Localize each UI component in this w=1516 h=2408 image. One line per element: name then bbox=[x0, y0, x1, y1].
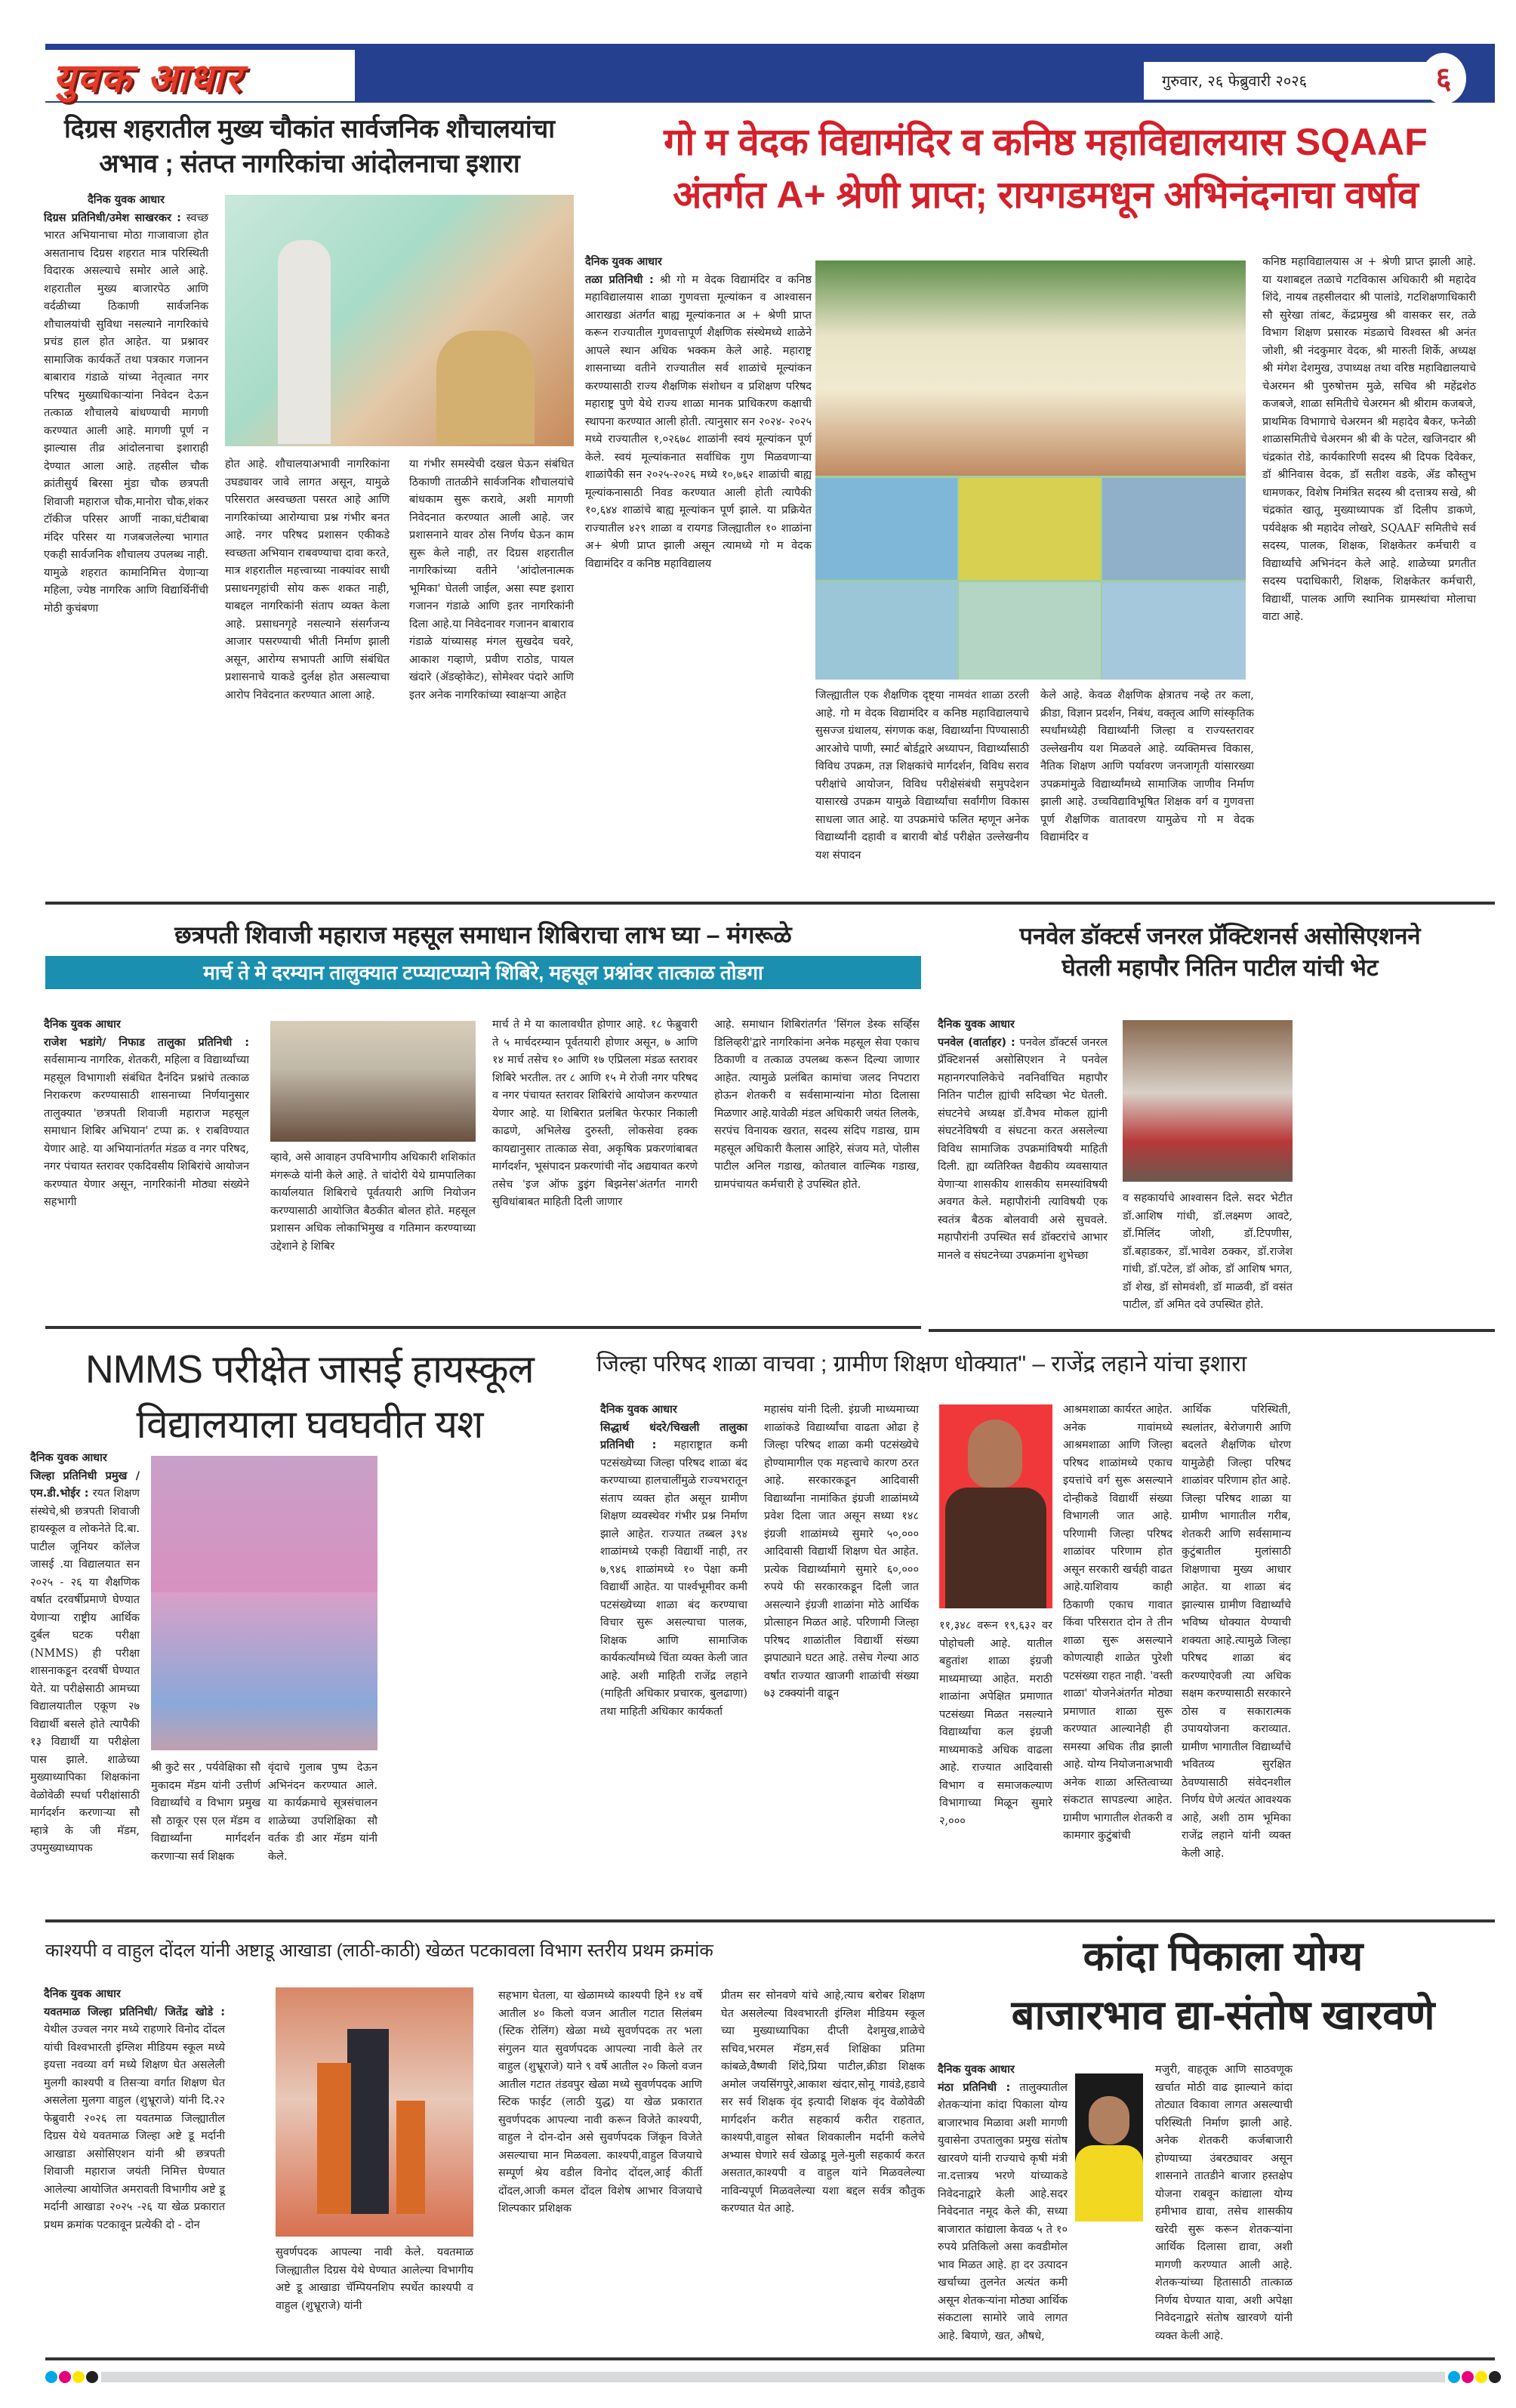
headline-vedak-2: अंतर्गत A+ श्रेणी प्राप्त; रायगडमधून अभिनंदनाचा वर्षाव bbox=[673, 174, 1419, 216]
article-text: श्री कुटे सर , पर्यवेक्षिका सौ मुकादम मॅडम यांनी उत्तीर्ण विद्यार्थ्यांचे व विभाग प्रमुख सौ ठाकूर एस एल मॅडम व विद्यार्थ्यांना मार्गदर्शन करणाऱ्या सर्व शिक्षक bbox=[151, 1762, 260, 1863]
paper-name: दैनिक युवक आधार bbox=[30, 1452, 107, 1464]
hall-image bbox=[815, 582, 957, 680]
child-figure bbox=[317, 2063, 351, 2214]
bottom-rule bbox=[45, 2357, 1495, 2360]
classroom-image bbox=[815, 478, 957, 580]
article-text: व्हावे, असे आवाहन उपविभागीय अधिकारी शशिकांत मंगरूळे यांनी केले आहे. ते चांदोरी येथे ग्रामपालिका कार्यालयात शिबिराचे पूर्वतयारी आणि नियोजन करण्यासाठी आयोजित बैठकीत बोलत होते. महसूल प्रशासन अधिक लोकाभिमुख व गतिमान करण्याच्या उद्देशाने हे शिबिर bbox=[270, 1152, 476, 1253]
article-text: केले आहे. केवळ शैक्षणिक क्षेत्रातच नव्हे तर कला, क्रीडा, विज्ञान प्रदर्शन, निबंध, वक्तृत्व आणि सांस्कृतिक स्पर्धांमध्येही विद्यार्थ्यांनी जिल्हा व राज्यस्तरावर उल्लेखनीय यश मिळवले आहे. व्यक्तिमत्त्व विकास, नैतिक शिक्षण आणि पर्यावरण जनजागृती यांसारख्या उपक्रमांमुळे विद्यार्थ्यांमध्ये सामाजिक जाणीव निर्माण झाली आहे. उच्चविद्याविभूषित शिक्षक वर्ग व गुणवत्ता पूर्ण शैक्षणिक वातावरण यामुळेच गो म वेदक विद्यामंदिर व bbox=[1040, 689, 1254, 843]
byline: मंठा प्रतिनिधी : bbox=[938, 2081, 1011, 2094]
article-text: आश्रमशाळा कार्यरत आहेत. अनेक गावांमध्ये आश्रमशाळा आणि जिल्हा परिषद शाळांमध्ये एकाच इयत्तांचे वर्ग सुरू असल्याने दोन्हीकडे विद्यार्थी संख्या विभागली जात आहे. परिणामी जिल्हा परिषद शाळांवर परिणाम होत असून सरकारी खर्चही वाढत आहे.याशिवाय काही ठिकाणी एकाच गावात किंवा परिसरात दोन ते तीन शाळा सुरू असल्याने कोणत्याही शाळेत पुरेशी पटसंख्या राहत नाही. 'वस्ती शाळा' योजनेअंतर्गत मोठ्या प्रमाणात शाळा सुरू करण्यात आल्यानेही ही समस्या अधिक तीव्र झाली आहे. योग्य नियोजनाअभावी अनेक शाळा अस्तित्वाच्या संकटात सापडल्या आहेत. ग्रामीण भागातील शेतकरी व कामगार कुटुंबांची bbox=[1063, 1404, 1172, 1842]
byline: सिद्धार्थ धंदरे/चिखली तालुका प्रतिनिधी : bbox=[600, 1421, 747, 1451]
photo-rajendra-lahane bbox=[939, 1404, 1052, 1608]
article-text: या गंभीर समस्येची दखल घेऊन संबंधित ठिकाणी तातळीने सार्वजनिक शौचालयांचे बांधकाम सुरू करावे, अशी मागणी निवेदनात करण्यात आली आहे. जर प्रशासनाने यावर ठोस निर्णय घेऊन काम सुरू केले नाही, तर दिग्रस शहरातील नागरिकांच्या वतीने 'आंदोलनात्मक भूमिका' घेतली जाईल, असा स्पष्ट इशारा गजानन गंडाळे आणि इतर नागरिकांनी दिला आहे.या निवेदनावर गजानन बाबाराव गंडाळे यांच्यासह मंगल सुखदेव चवरे, आकाश गव्हाणे, प्रवीण राठोड, पायल खंदारे (ॲडव्होकेट), सोमेश्वर पंदारे आणि इतर अनेक नागरिकांच्या स्वाक्षऱ्या आहेत bbox=[409, 458, 574, 701]
headline-nmms-1: NMMS परीक्षेत जासई हायस्कूल bbox=[85, 1348, 534, 1392]
article-text: जिल्ह्यातील एक शैक्षणिक दृष्ट्या नामवंत शाळा ठरली आहे. गो म वेदक विद्यामंदिर व कनिष्ठ महाविद्यालयाचे सुसज्ज ग्रंथालय, संगणक कक्ष, विद्यार्थ्यांना पिण्यासाठी आरओचे पाणी, स्मार्ट बोर्डद्वारे अध्यापन, विद्यार्थ्यांसाठी विविध उपक्रम, तज्ञ शिक्षकांचे मार्गदर्शन, विविध सराव परीक्षांचे आयोजन, विविध परीक्षेसंबंधी समुपदेशन यासारखे उपक्रम यामुळे विद्यार्थ्यांचा सर्वांगीण विकास साधला जात आहे. या उपक्रमांचे फलित म्हणून अनेक विद्यार्थ्यांनी दहावी व बारावी बोर्ड परीक्षेत उल्लेखनीय यश संपादन bbox=[815, 689, 1029, 862]
hall-image bbox=[959, 582, 1101, 680]
byline: जिल्हा प्रतिनिधी प्रमुख / एम.डी.भोईर : bbox=[30, 1469, 140, 1500]
article-text: वृंदाचे गुलाब पुष्प देऊन अभिनंदन करण्यात आले. या कार्यक्रमाचे सूत्रसंचालन शाळेच्या उपशिक्षिका सौ वर्तक डी आर मॅडम यांनी केले. bbox=[268, 1762, 377, 1863]
article-text: येथील उज्वल नगर मध्ये राहणारे विनोद दोंदल यांची विश्वभारती इंग्लिश मीडियम स्कूल मध्ये इयत्ता नवव्या वर्ग मध्ये शिक्षण घेत असलेली मुलगी काश्यपी व तिसऱ्या वर्गात शिक्षण घेत असलेला मुलगा वाहुल (शुभ्रूराजे) यांनी दि.२२ फेब्रुवारी २०२६ ला यवतमाळ जिल्ह्यातील दिग्रस येथे यवतमाळ जिल्हा अष्टे डू मर्दानी आखाडा असोसिएशन यांनी श्री छत्रपती शिवाजी महाराज जयंती निमित्त घेण्यात आलेल्या आयोजित अमरावती विभागीय अष्टे डू मर्दानी आखाडा २०२५ -२६ या खेळ प्रकारात प्रथम क्रमांक पटकावून प्रत्येकी दो - दोन bbox=[44, 2024, 225, 2231]
article-text: मजुरी, वाहतूक आणि साठवणूक खर्चात मोठी वाढ झाल्याने कांदा तोट्यात विकावा लागत असल्याची परिस्थिती निर्माण झाली आहे. अनेक शेतकरी कर्जबाजारी होण्याच्या उंबरठ्यावर असून शासनाने तातडीने बाजार हस्तक्षेप योजना राबवून कांद्याला योग्य हमीभाव द्यावा, तसेच शासकीय खरेदी सुरू करून शेतकऱ्यांना आर्थिक दिलासा द्यावा, अशी मागणी करण्यात आली आहे. शेतकऱ्यांच्या हितासाठी तात्काळ निर्णय घेण्यात यावा, अशी अपेक्षा निवेदनाद्वारे संतोष खारवणे यांनी व्यक्त केली आहे. bbox=[1155, 2064, 1293, 2342]
paper-name: दैनिक युवक आधार bbox=[585, 256, 662, 268]
article-text: रयत शिक्षण संस्थेचे,श्री छत्रपती शिवाजी हायस्कूल व लोकनेते दि.बा. पाटील जूनियर कॉलेज जासई .या विद्यालयात सन २०२५ - २६ या शैक्षणिक वर्षात दरवर्षीप्रमाणे घेण्यात येणाऱ्या राष्ट्रीय आर्थिक दुर्बल घटक परीक्षा (NMMS) ही परीक्षा शासनाकडून दरवर्षी घेण्यात येते. या परीक्षेसाठी आमच्या विद्यालयातील एकूण २७ विद्यार्थी बसले होते त्यापैकी १३ विद्यार्थी या परीक्षेला पास झाले. शाळेच्या मुख्याध्यापिका शिक्षकांना वेळोवेळी स्पर्धा परीक्षांसाठी मार्गदर्शन करणाऱ्या सौ म्हात्रे के जी मॅडम, उपमुख्याध्यापक bbox=[30, 1488, 140, 1855]
headline-panvel-1: पनवेल डॉक्टर्स जनरल प्रॅक्टिशनर्स असोसिएशनने bbox=[1019, 923, 1421, 949]
portrait-face bbox=[968, 1420, 1022, 1488]
paper-name: दैनिक युवक आधार bbox=[44, 1019, 121, 1031]
photo-meeting bbox=[270, 1021, 476, 1142]
registration-dot-yellow bbox=[1475, 2371, 1487, 2383]
article-text: श्री गो म वेदक विद्यामंदिर व कनिष्ठ महाविद्यालयास शाळा गुणवत्ता मूल्यांकन व आश्वासन आराखडा अंतर्गत बाह्य मूल्यांकनात अ + श्रेणी प्राप्त करून राज्यातील गुणवत्तापूर्ण शैक्षणिक संस्थेमध्ये शाळेने आपले स्थान अधिक भक्कम केले आहे. महाराष्ट्र शासनाच्या वतीने राज्यातील सर्व शाळांचे मूल्यांकन करण्यासाठी राज्य शैक्षणिक संशोधन व प्रशिक्षण परिषद महाराष्ट्र पुणे येथे राज्य शाळा मानक प्राधिकरण कक्षाची स्थापना करण्यात आली होती. त्यानुसार सन २०२४- २०२५ मध्ये राज्यातील १,०२६७८ शाळांनी स्वयं मूल्यांकन पूर्ण केले. स्वयं मूल्यांकनात सर्वाधिक गुण मिळवणाऱ्या शाळांपैकी सन २०२५-२०२६ मध्ये १०,७६२ शाळांची बाह्य मूल्यांकनासाठी निवड करण्यात आली होती त्यापैकी १०,६४४ शाळांचे बाह्य मूल्यांकन पूर्ण झाले. या प्रक्रियेत राज्यातील ४२९ शाळा व रायगड जिल्ह्यातील १० शाळांना अ+ श्रेणी प्राप्त झाली असून त्यामध्ये गो म वेदक विद्यामंदिर व कनिष्ठ महाविद्यालय bbox=[585, 273, 812, 570]
paper-name: दैनिक युवक आधार bbox=[938, 2064, 1015, 2076]
registration-dot-black bbox=[86, 2371, 98, 2383]
article-text: महासंघ यांनी दिली. इंग्रजी माध्यमाच्या शाळांकडे विद्यार्थ्यांचा वाढता ओढा हे जिल्हा परिषद शाळा कमी पटसंख्येचे होण्यामागील एक महत्त्वाचे कारण ठरत आहे. सरकारकडून आदिवासी विद्यार्थ्यांना नामांकित इंग्रजी शाळांमध्ये प्रवेश दिला जात असून सध्या १४८ इंग्रजी शाळांमध्ये सुमारे ५०,००० आदिवासी विद्यार्थी शिक्षण घेत आहेत. प्रत्येक विद्यार्थ्यामागे सुमारे ६०,००० रुपये फी सरकारकडून दिली जात असल्याने इंग्रजी शाळांना मोठे आर्थिक प्रोत्साहन मिळत आहे. परिणामी जिल्हा परिषद शाळांतील विद्यार्थी संख्या झपाट्याने घटत आहे. तसेच गेल्या आठ वर्षांत राज्यात खाजगी शाळांची संख्या ७३ टक्क्यांनी वाढून bbox=[764, 1404, 919, 1700]
article-text: आहे. समाधान शिबिरांतर्गत 'सिंगल डेस्क सर्व्हिस डिलिव्हरी'द्वारे नागरिकांना अनेक महसूल सेवा एकाच ठिकाणी व तत्काळ उपलब्ध करून दिल्या जाणार आहेत. त्यामुळे प्रलंबित कामांचा जलद निपटारा होऊन शेतकरी व सर्वसामान्यांना मोठा दिलासा मिळणार आहे.यावेळी मंडल अधिकारी जयंत लिलके, सरपंच विनायक खरात, सदस्य संदिप गडाख, ग्राम महसूल अधिकारी कैलास आहिरे, संजय मते, पोलीस पाटील अनिल गडाख, कोतवाल वाल्मिक गडाख, ग्रामपंचायत कर्मचारी हे उपस्थित होते. bbox=[714, 1019, 920, 1191]
registration-dot-black bbox=[1489, 2371, 1501, 2383]
award-ceremony-image bbox=[151, 1456, 377, 1592]
article-text: महाराष्ट्रात कमी पटसंख्येच्या जिल्हा परिषद शाळा बंद करण्याच्या हालचालींमुळे राज्यभरातून संताप व्यक्त होत असून ग्रामीण शिक्षण व्यवस्थेवर गंभीर प्रश्न निर्माण झाले आहेत. राज्यात तब्बल ३९४ शाळांमध्ये एकही विद्यार्थी नाही, तर ७,९४६ शाळांमध्ये १० पेक्षा कमी विद्यार्थी आहेत. या पार्श्वभूमीवर कमी पटसंख्येच्या शाळा बंद करण्याचा विचार सुरू असल्याचा पालक, शिक्षक आणि सामाजिक कार्यकर्त्यांमध्ये चिंता व्यक्त केली जात आहे. अशी माहिती राजेंद्र लहाने (माहिती अधिकार प्रचारक, बुलढाणा) तथा माहिती अधिकार कार्यकर्ता bbox=[600, 1439, 748, 1718]
person-figure bbox=[436, 331, 535, 444]
headline-nmms-2: विद्यालयाला घवघवीत यश bbox=[136, 1403, 483, 1447]
coach-figure bbox=[347, 2029, 389, 2214]
article-text: होत आहे. शौचालयाअभावी नागरिकांना उघड्यावर जावे लागत असून, यामुळे परिसरात अस्वच्छता पसरत आहे आणि नागरिकांच्या आरोग्याचा प्रश्न गंभीर बनत आहे. नगर परिषद प्रशासन एकीकडे स्वच्छता अभियान राबवण्याचा दावा करते, मात्र शहरातील महत्त्वाच्या नाक्यांवर साधी प्रसाधनगृहांची सोय करू शकत नाही, याबद्दल नागरिकांनी संताप व्यक्त केला आहे. प्रसाधनगृहे नसल्याने संसर्गजन्य आजार पसरण्याची भीती निर्माण झाली असून, आरोग्य सभापती आणि संबंधित प्रशासनाचे याकडे दुर्लक्ष होत असल्याचा आरोप निवेदनात करण्यात आला आहे. bbox=[225, 458, 390, 701]
subheadline-band: मार्च ते मे दरम्यान तालुक्यात टप्प्याटप्प्याने शिबिरे, महसूल प्रश्नांवर तात्काळ तोडगा bbox=[45, 956, 921, 989]
article-text: आर्थिक परिस्थिती, स्थलांतर, बेरोजगारी आणि बदलते शैक्षणिक धोरण यामुळेही जिल्हा परिषद शाळांवर परिणाम होत आहे. जिल्हा परिषद शाळा या ग्रामीण भागातील गरीब, शेतकरी आणि सर्वसामान्य कुटुंबातील मुलांसाठी शिक्षणाचा मुख्य आधार आहेत. या शाळा बंद झाल्यास ग्रामीण विद्यार्थ्यांचे भविष्य धोक्यात येण्याची शक्यता आहे.त्यामुळे जिल्हा परिषद शाळा बंद करण्याऐवजी त्या अधिक सक्षम करण्यासाठी सरकारने ठोस व सकारात्मक उपाययोजना कराव्यात. ग्रामीण भागातील विद्यार्थ्यांचे भवितव्य सुरक्षित ठेवण्यासाठी संवेदनशील निर्णय घेणे अत्यंत आवश्यक आहे, अशी ठाम भूमिका राजेंद्र लहाने यांनी व्यक्त केली आहे. bbox=[1182, 1404, 1291, 1860]
page-number: ६ bbox=[1421, 53, 1466, 104]
section-divider bbox=[45, 1326, 921, 1329]
newspaper-logo: युवक आधार bbox=[53, 56, 242, 101]
headline-digras-1: दिग्रस शहरातील मुख्य चौकांत सार्वजनिक शौचालयांचा bbox=[63, 115, 556, 143]
paper-name: दैनिक युवक आधार bbox=[44, 1988, 121, 2000]
school-building-image bbox=[815, 261, 1246, 476]
photo-medal-winners bbox=[276, 1987, 473, 2237]
section-divider bbox=[45, 1919, 1495, 1922]
article-text: व सहकार्याचे आश्वासन दिले. सदर भेटीत डॉ.आशिष गांधी, डॉ.लक्ष्मण आवटे, डॉ.मिलिंद जोशी, डॉ.टिपणीस, डॉ.बहाडकर, डॉ.भावेश ठक्कर, डॉ.राजेश गांधी, डॉ.पटेल, डॉ ओक, डॉ आशिष भगत, डॉ शेख, डॉ सोमवंशी, डॉ माळवी, डॉ वसंत पाटील, डॉ अमित दवे उपस्थित होते. bbox=[1123, 1192, 1293, 1311]
child-figure bbox=[396, 2101, 425, 2214]
paper-name: दैनिक युवक आधार bbox=[938, 1019, 1015, 1031]
byline: यवतमाळ जिल्हा प्रतिनिधी/ जितेंद्र खोडे : bbox=[44, 2006, 225, 2018]
headline-panvel-2: घेतली महापौर नितिन पाटील यांची भेट bbox=[1062, 954, 1379, 981]
article-text: सुवर्णपदक आपल्या नावी केले. यवतमाळ जिल्ह्यातील दिग्रस येथे घेण्यात आलेल्या विभागीय अष्टे डू आखाडा चॅम्पियनशिप स्पर्धेत काश्यपी व वाहुल (शुभ्रूराजे) यांनी bbox=[276, 2246, 473, 2312]
article-text: मार्च ते मे या कालावधीत होणार आहे. १८ फेब्रुवारी ते ५ मार्चदरम्यान पूर्वतयारी होणार असून, ७ आणि १४ मार्च तसेच १० आणि १७ एप्रिलला मंडळ स्तरावर शिबिरे भरतील. तर ८ आणि १५ मे रोजी नगर परिषद व नगर पंचायत स्तरावर शिबिरांचे आयोजन करण्यात येणार आहे. या शिबिरात प्रलंबित फेरफार निकाली काढणे, अभिलेख दुरुस्ती, लोकसेवा हक्क कायद्यानुसार तात्काळ सेवा, अकृषिक प्रकरणांबाबत मार्गदर्शन, भूसंपादन प्रकरणांची नोंद अद्ययावत करणे तसेच 'इज ऑफ डुइंग बिझनेस'अंतर्गत नागरी सुविधांबाबत माहिती दिली जाणार bbox=[492, 1019, 698, 1208]
article-text: पनवेल डॉक्टर्स जनरल प्रॅक्टिशनर्स असोसिएशन ने पनवेल महानगरपालिकेचे नवनिर्वाचित महापौर नितिन पाटील ह्यांची सदिच्छा भेट घेतली. संघटनेचे अध्यक्ष डॉ.वैभव मोकल ह्यांनी संघटनेविषयी व संघटना करत असलेल्या विविध सामाजिक उपक्रमांविषयी माहिती दिली. ह्या व्यतिरिक्त वैद्यकीय व्यवसायात येणाऱ्या शासकीय शासकीय समस्यांविषयी अवगत केले. महापौरांनी त्याविषयी एक स्वतंत्र बैठक बोलवावी असे सुचवले. महापौरांनी उपस्थित सर्व डॉक्टरांचे आभार मानले व संघटनेच्या उपक्रमांना शुभेच्छा bbox=[938, 1036, 1108, 1262]
person-figure bbox=[278, 240, 331, 444]
article-text: तालुक्यातील शेतकऱ्यांना कांदा पिकाला योग्य बाजारभाव मिळावा अशी मागणी युवासेना उपतालुका प्रमुख संतोष खारवणे यांनी राज्याचे कृषी मंत्री ना.दत्तात्रय भरणे यांच्याकडे निवेदनाद्वारे केली आहे.सदर निवेदनात नमूद केले की, सध्या बाजारात कांद्याला केवळ ५ ते १० रुपये प्रतिकिलो असा कवडीमोल भाव मिळत आहे. हा दर उत्पादन खर्चाच्या तुलनेत अत्यंत कमी असून शेतकऱ्यांना मोठ्या आर्थिक संकटाला सामोरे जावे लागत आहे. बियाणे, खत, औषधे, bbox=[938, 2081, 1068, 2342]
article-text: सहभाग घेतला, या खेळामध्ये काश्यपी हिने १४ वर्षे आतील ४० किलो वजन आतील गटात सिलंबम (स्टिक रोलिंग) खेळा मध्ये सुवर्णपदक तर भला संगुलन यात सुवर्णपदक आपल्या नावी केले तर वाहुल (शुभ्रूराजे) याने ९ वर्षे आतील २० किलो वजन आतील गटात तंडवपुर खेळा मध्ये सुवर्णपदक आणि स्टिक फाईट (लाठी युद्ध) या खेळ प्रकारात सुवर्णपदक आपल्या नावी करून विजेते काश्यपी, वाहुल ने दोन-दोन असे सुवर्णपदक जिंकून विजेते असल्याचा मान मिळवला. काश्यपी,वाहुल विजयाचे सम्पूर्ण श्रेय वडील विनोद दोंदल,आई कीर्ती दोंदल,आजी कमल दोंदल विशेष आभार विजयाचे शिल्पकार प्रशिक्षक bbox=[498, 1990, 702, 2215]
article-text: प्रीतम सर सोनवणे यांचे आहे,त्याच बरोबर शिक्षण घेत असलेल्या विश्वभारती इंग्लिश मीडियम स्कूल च्या मुख्याध्यापिका दीप्ती देशमुख,शाळेचे सचिव,भरमल मॅडम,सर्व शिक्षिका प्रतिमा कांबळे,वैष्णवी शिंदे,प्रिया पाटील,क्रीडा शिक्षक अमोल जयसिंगपुरे,आकाश खंदार,सोनू गावंडे,हडावे सर सर्व शिक्षक वृंद इत्यादी शिक्षक वृंद वेळोवेळी मार्गदर्शन करीत सहकार्य करीत राहतात, काश्यपी,वाहुल सोबत शिवकालीन मर्दानी कलेचे अभ्यास घेणारे सर्व खेळाडू मुले-मुली सहकार्य करत असतात,काश्यपी व वाहुल यांने मिळवलेल्या नाविन्यपूर्ण मिळवलेल्या यशा बद्दल सर्वत्र कौतुक करण्यात येत आहे. bbox=[721, 1990, 925, 2215]
issue-date: गुरुवार, २६ फेब्रुवारी २०२६ bbox=[1144, 62, 1431, 100]
byline: तळा प्रतिनिधी : bbox=[585, 273, 654, 286]
registration-dot-cyan bbox=[45, 2371, 57, 2383]
headline-kanda-2: बाजारभाव द्या-संतोष खारवणे bbox=[1011, 1993, 1435, 2038]
article-text: स्वच्छ भारत अभियानाचा मोठा गाजावाजा होत असतानाच दिग्रस शहरात मात्र परिस्थिती विदारक असल्याचे समोर आले आहे. शहरातील मुख्य बाजारपेठ आणि वर्दळीच्या ठिकाणी सार्वजनिक शौचालयांची सुविधा नसल्याने नागरिकांचे प्रचंड हाल होत आहेत. या प्रश्नावर सामाजिक कार्यकर्ते तथा पत्रकार गजानन बाबाराव गंडाळे यांच्या नेतृत्वात नगर परिषद मुख्याधिकाऱ्यांना निवेदन देऊन तत्काळ शौचालये बांधण्याची मागणी करण्यात आली आहे. मागणी पूर्ण न झाल्यास तीव्र आंदोलनाचा इशाराही देण्यात आला आहे. तहसील चौक क्रांतीसुर्य बिरसा मुंडा चौक छत्रपती शिवाजी महाराज चौक,मानोरा चौक,शंकर टॉकीज परिसर आर्णी नाका,घंटीबाबा मंदिर परिसर या गजबजलेल्या भागात एकही सार्वजनिक शौचालय उपलब्ध नाही. यामुळे शहरात कामानिमित्त येणाऱ्या महिला, ज्येष्ठ नागरिक आणि विद्यार्थिनींची मोठी कुचंबणा bbox=[44, 211, 208, 615]
photo-school-collage bbox=[815, 261, 1246, 680]
hall-image bbox=[1102, 582, 1246, 680]
registration-dot-magenta bbox=[1462, 2371, 1474, 2383]
article-text: सर्वसामान्य नागरिक, शेतकरी, महिला व विद्यार्थ्यांच्या महसूल विभागाशी संबंधित दैनंदिन प्रश्नांचे तत्काळ निराकरण करण्यासाठी शासनाच्या निर्णयानुसार तालुक्यात 'छत्रपती शिवाजी महाराज महसूल समाधान शिबिर अभियान' टप्पा क्र. १ राबविण्यात येणार आहे. या अभियानांतर्गत मंडळ व नगर परिषद, नगर पंचायत स्तरावर एकदिवसीय शिबिरांचे आयोजन करण्यात येणार असून, नागरिकांनी मोठ्या संख्येने सहभागी bbox=[44, 1054, 249, 1208]
section-divider bbox=[45, 902, 1495, 905]
photo-nmms-students bbox=[151, 1456, 377, 1750]
group-photo-image bbox=[151, 1593, 377, 1750]
byline: पनवेल (वार्ताहर) : bbox=[938, 1036, 1015, 1049]
headline-vedak-1: गो म वेदक विद्यामंदिर व कनिष्ठ महाविद्यालयास SQAAF bbox=[664, 121, 1428, 163]
photo-santosh-kharvane bbox=[1075, 2073, 1143, 2221]
registration-dot-cyan bbox=[1448, 2371, 1460, 2383]
photo-memorandum-handover bbox=[225, 195, 574, 446]
portrait-face bbox=[1089, 2096, 1129, 2144]
classroom-image bbox=[959, 478, 1101, 580]
footer-bar bbox=[101, 2372, 1445, 2382]
article-text: कनिष्ठ महाविद्यालयास अ + श्रेणी प्राप्त झाली आहे. या यशाबद्दल तळाचे गटविकास अधिकारी श्री महादेव शिंदे, नायब तहसीलदार श्री पालांडे, गटशिक्षणाधिकारी सौ सुरेखा तांबट, केंद्रप्रमुख श्री वासकर सर, तळे विभाग शिक्षण प्रसारक मंडळाचे विश्वस्त श्री अनंत जोशी, श्री नंदकुमार वेदक, श्री मारुती शिर्के, अध्यक्ष श्री मंगेश देशमुख, उपाध्यक्ष तथा वरिष्ठ महाविद्यालयाचे चेअरमन श्री पुरुषोत्तम मुळे, सचिव श्री महेंद्रशेठ कजबजे, शाळा समितीचे चेअरमन श्री श्रीराम कजबजे, प्राथमिक विभागाचे चेअरमन श्री महादेव बैकर, फनेळी शाळासमितीचे चेअरमन श्री बी के पटेल, खजिनदार श्री चंद्रकांत रोडे, कार्यकारिणी सदस्य श्री दिपक दिवेकर, डॉ श्रीनिवास वेदक, डॉ सतीश वडके, ॲड कौस्तुभ धामणकर, विशेष निमंत्रित सदस्य श्री दत्तात्रय सखे, श्री चंद्रकांत खातू, मुख्याध्यापक डॉ दिलीप डाकणे, पर्यवेक्षक श्री महादेव लोखरे, SQAAF समितीचे सर्व सदस्य, पालक, शिक्षक, शिक्षकेतर कर्मचारी व विद्यार्थ्यांचे अभिनंदन केले आहे. शाळेच्या प्रगतीत सदस्य पदाधिकारी, शिक्षक, शिक्षकेतर कर्मचारी, विद्यार्थी, पालक आणि स्थानिक ग्रामस्थांचा मोलाचा वाटा आहे. bbox=[1262, 256, 1476, 623]
headline-digras-2: अभाव ; संतप्त नागरिकांचा आंदोलनाचा इशारा bbox=[99, 150, 520, 178]
section-divider bbox=[929, 1329, 1495, 1332]
paper-name: दैनिक युवक आधार bbox=[600, 1404, 677, 1416]
headline-lathi-kathi: काश्यपी व वाहुल दोंदल यांनी अष्टाडू आखाडा (लाठी-काठी) खेळत पटकावला विभाग स्तरीय प्रथम क्रमांक bbox=[45, 1941, 713, 1961]
headline-kanda-1: कांदा पिकाला योग्य bbox=[1083, 1934, 1363, 1979]
portrait-suit bbox=[945, 1488, 1046, 1608]
byline: दिग्रस प्रतिनिधी/उमेश साखरकर : bbox=[44, 211, 181, 224]
photo-doctors-with-mayor bbox=[1123, 1020, 1293, 1182]
registration-dot-yellow bbox=[72, 2371, 85, 2383]
byline: राजेश भडांगे/ निफाड तालुका प्रतिनिधी : bbox=[44, 1036, 249, 1049]
paper-name: दैनिक युवक आधार bbox=[88, 194, 165, 206]
headline-zp-school: जिल्हा परिषद शाळा वाचवा ; ग्रामीण शिक्षण धोक्यात" – राजेंद्र लहाने यांचा इशारा bbox=[596, 1352, 1247, 1377]
classroom-image bbox=[1102, 478, 1246, 580]
registration-dot-magenta bbox=[59, 2371, 71, 2383]
portrait-shirt bbox=[1075, 2145, 1143, 2221]
article-text: ११,३४८ वरून १९,६३२ वर पोहोचली आहे. यातील बहुतांश शाळा इंग्रजी माध्यमाच्या आहेत. मराठी शाळांना अपेक्षित प्रमाणात पटसंख्या मिळत नसल्याने विद्यार्थ्यांचा कल इंग्रजी माध्यमाकडे अधिक वाढला आहे. राज्यात आदिवासी विभाग व समाजकल्याण विभागाच्या मिळून सुमारे २,००० bbox=[939, 1620, 1052, 1827]
headline-shivaji-camp: छत्रपती शिवाजी महाराज महसूल समाधान शिबिराचा लाभ घ्या – मंगरूळे bbox=[174, 921, 792, 948]
